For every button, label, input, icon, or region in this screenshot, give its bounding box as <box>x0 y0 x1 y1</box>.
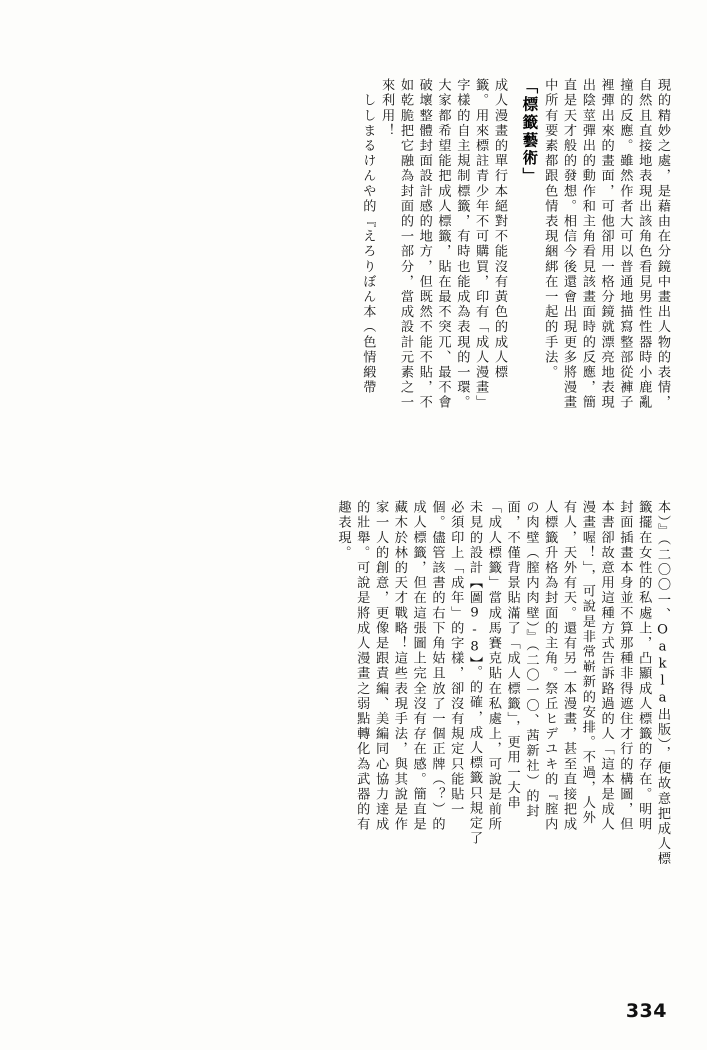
body-column: 成人漫畫的單行本絕對不能沒有黃色的成人標 <box>491 78 507 380</box>
body-column: 裡彈出來的畫面，可他卻用一格分鏡就漂亮地表現 <box>598 78 614 411</box>
body-column: 藏木於林的天才戰略！這些表現手法，與其說是作 <box>391 500 407 833</box>
body-column: 人標籤升格為封面的主角。祭丘ヒデユキ的『腟内 <box>542 500 558 833</box>
body-column: 封面插畫本身並不算那種非得遮住才行的構圖，但 <box>617 500 633 833</box>
body-column: 「成人標籤」當成馬賽克貼在私處上，可說是前所 <box>485 500 501 833</box>
body-column: 如乾脆把它融為封面的一部分，當成設計元素之一 <box>397 78 413 411</box>
body-column: 面，不僅背景貼滿了「成人標籤」，更用一大串 <box>504 500 520 811</box>
body-column: 漫畫喔！」，可說是非常嶄新的安排。不過，人外 <box>579 500 595 826</box>
body-column: 本）』（二〇〇一、Oakla出版），便故意把成人標 <box>655 500 670 867</box>
body-column: 直是天才般的發想。相信今後還會出現更多將漫畫 <box>561 78 577 411</box>
body-column: 個。儘管該書的右下角姑且放了一個正牌（？）的 <box>429 500 445 833</box>
body-column: 籤。用來標註青少年不可購買，印有「成人漫畫」 <box>473 78 489 411</box>
body-column: 破壞整體封面設計感的地方，但既然不能不貼，不 <box>416 78 432 411</box>
body-column: 家一人的創意，更像是跟責編、美編同心協力達成 <box>373 500 389 833</box>
lower-text-region <box>331 500 669 920</box>
upper-text-region <box>356 78 669 508</box>
body-column: 未見的設計【圖9-8】。的確，成人標籤只規定了 <box>467 500 483 847</box>
body-column: 的壯舉。可說是將成人漫畫之弱點轉化為武器的有 <box>354 500 370 833</box>
body-column: 本書卻故意用這種方式告訴路過的人「這本是成人 <box>598 500 614 833</box>
body-column: 大家都希望能把成人標籤，貼在最不突兀、最不會 <box>435 78 451 411</box>
body-column: 趣表現。 <box>335 500 351 561</box>
body-column: 自然且直接地表現出該角色看見男性性器時小鹿亂 <box>636 78 652 411</box>
body-column: 必須印上「成年」的字樣，卻沒有規定只能貼一 <box>448 500 464 818</box>
body-column: 成人標籤，但在這張圖上完全沒有存在感。簡直是 <box>410 500 426 833</box>
body-column: 中所有要素都跟色情表現綑綁在一起的手法。 <box>542 78 558 380</box>
body-column: 來利用！ <box>379 78 395 139</box>
section-heading: 「標籤藝術」 <box>520 78 540 186</box>
body-column: 現的精妙之處，是藉由在分鏡中畫出人物的表情， <box>655 78 670 411</box>
body-column: 出陰莖彈出的動作和主角看見該畫面時的反應，簡 <box>579 78 595 411</box>
body-column: の肉壁（膣内肉壁）』（二〇一〇、茜新社）的封 <box>523 500 539 819</box>
body-column: 籤擺在女性的私處上，凸顯成人標籤的存在。明明 <box>636 500 652 833</box>
body-column: 字樣的自主規制標籤，有時也能成為表現的一環。 <box>454 78 470 411</box>
body-column: 有人，天外有天。還有另一本漫畫，甚至直接把成 <box>561 500 577 833</box>
body-column: 撞的反應。雖然作者大可以普通地描寫整部從褲子 <box>617 78 633 411</box>
page-number: 334 <box>625 1000 667 1022</box>
body-column: ししまるけんや的『えろりぼん本（色情緞帶 <box>360 78 376 396</box>
